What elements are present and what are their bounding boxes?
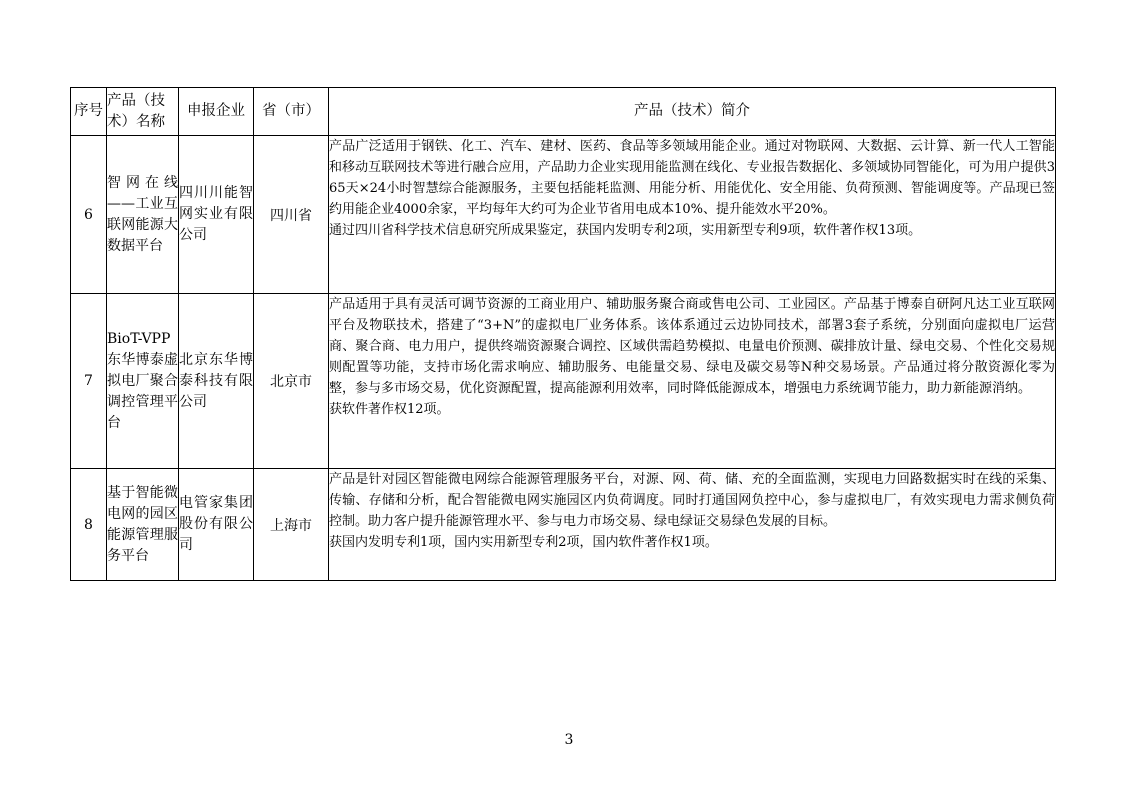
description-paragraph: 产品是针对园区智能微电网综合能源管理服务平台，对源、网、荷、储、充的全面监测，实现电力回路数据实时在线的采集、传输、存储和分析，配合智能微电网实施园区内负荷调度。同时打通国网负控中心，参与虚拟电厂，有效实现电力需求侧负荷控制。助力客户提升能源管理水平、参与电力市场交易、绿电绿证交易绿色发展的目标。 <box>329 472 1055 529</box>
table-row <box>71 469 1056 581</box>
header-company: 申报企业 <box>179 88 254 136</box>
description-paragraph: 通过四川省科学技术信息研究所成果鉴定，获国内发明专利2项，实用新型专利9项，软件著作权13项。 <box>329 223 922 238</box>
description-paragraph: 获国内发明专利1项，国内实用新型专利2项，国内软件著作权1项。 <box>329 535 718 550</box>
header-name: 产品（技术）名称 <box>107 88 179 136</box>
table-row <box>71 136 1056 294</box>
product-name: BioT-VPP东华博泰虚拟电厂聚合调控管理平台 <box>107 294 179 469</box>
table-header-row <box>71 88 1056 136</box>
table-row <box>71 294 1056 469</box>
header-no: 序号 <box>71 88 107 136</box>
description-paragraph: 产品广泛适用于钢铁、化工、汽车、建材、医药、食品等多领域用能企业。通过对物联网、大数据、云计算、新一代人工智能和移动互联网技术等进行融合应用，产品助力企业实现用能监测在线化、专业报告数据化、多领域协同智能化，可为用户提供365天×24小时智慧综合能源服务，主要包括能耗监测、用能分析、用能优化、安全用能、负荷预测、智能调度等。产品现已签约用能企业4000余家，平均每年大约可为企业节省用电成本10%、提升能效水平20%。 <box>329 139 1055 217</box>
row-number: 7 <box>71 294 107 469</box>
header-description: 产品（技术）简介 <box>329 88 1056 136</box>
company-name: 北京东华博泰科技有限公司 <box>179 294 254 469</box>
product-name: 基于智能微电网的园区能源管理服务平台 <box>107 469 179 581</box>
province: 北京市 <box>254 294 329 469</box>
header-province: 省（市） <box>254 88 329 136</box>
province: 上海市 <box>254 469 329 581</box>
product-description <box>329 136 1056 294</box>
product-description <box>329 469 1056 581</box>
province: 四川省 <box>254 136 329 294</box>
row-number: 8 <box>71 469 107 581</box>
product-table <box>70 87 1056 581</box>
row-number: 6 <box>71 136 107 294</box>
company-name: 四川川能智网实业有限公司 <box>179 136 254 294</box>
company-name: 电管家集团股份有限公司 <box>179 469 254 581</box>
description-paragraph: 获软件著作权12项。 <box>329 402 450 417</box>
description-paragraph: 产品适用于具有灵活可调节资源的工商业用户、辅助服务聚合商或售电公司、工业园区。产品基于博泰自研阿凡达工业互联网平台及物联技术，搭建了“3+N”的虚拟电厂业务体系。该体系通过云边协同技术，部署3套子系统，分别面向虚拟电厂运营商、聚合商、电力用户，提供终端资源聚合调控、区域供需趋势模拟、电量电价预测、碳排放计量、绿电交易、个性化交易规则配置等功能，支持市场化需求响应、辅助服务、电能量交易、绿电及碳交易等N种交易场景。产品通过将分散资源化零为整，参与多市场交易，优化资源配置，提高能源利用效率，同时降低能源成本，增强电力系统调节能力，助力新能源消纳。 <box>329 297 1055 396</box>
page-number: 3 <box>564 732 574 748</box>
product-name: 智网在线——工业互联网能源大数据平台 <box>107 136 179 294</box>
product-description <box>329 294 1056 469</box>
